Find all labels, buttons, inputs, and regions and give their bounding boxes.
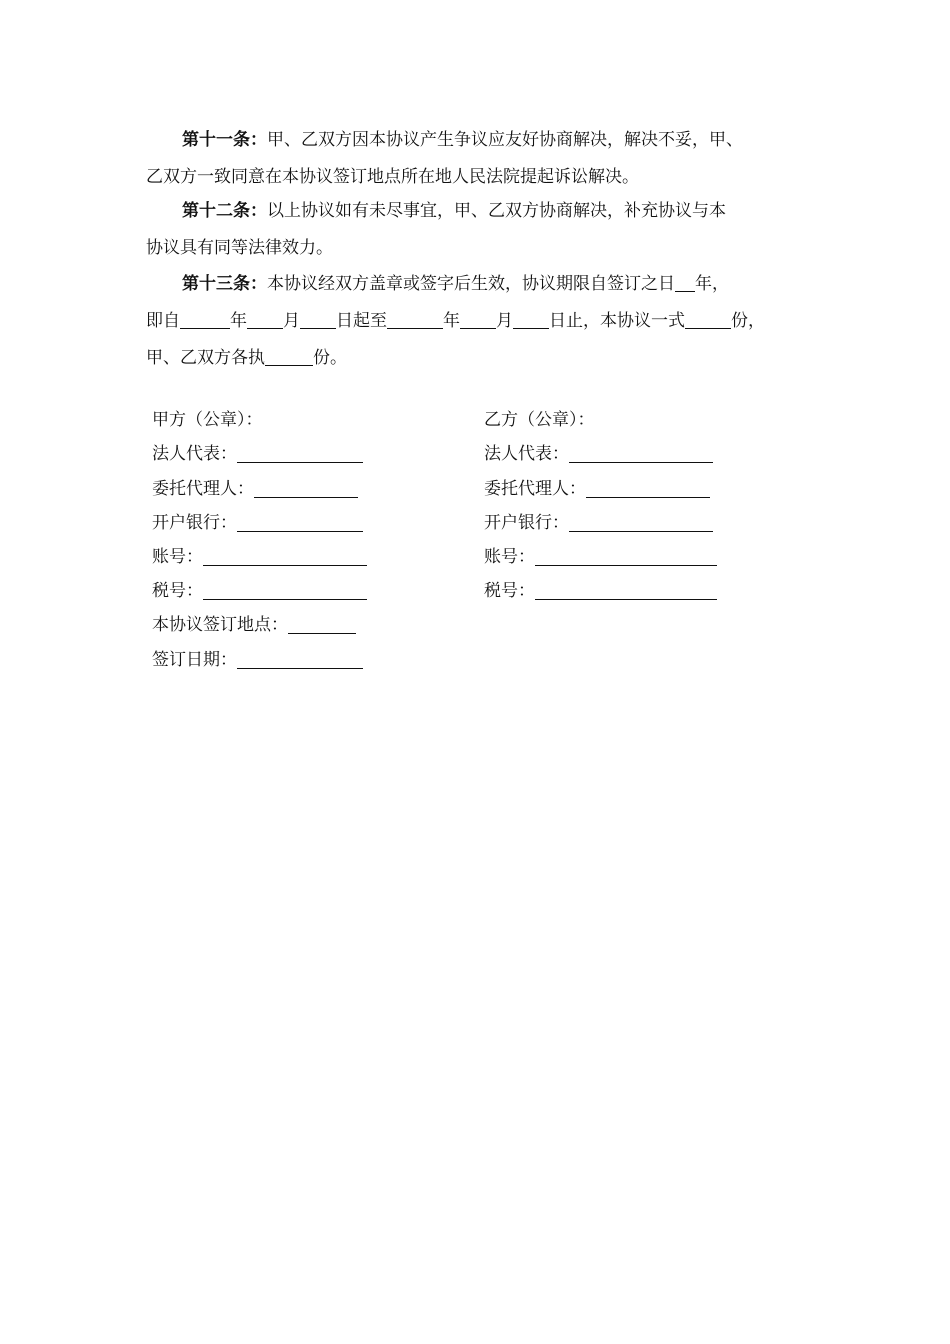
article-13-text: 日起至	[336, 311, 387, 331]
article-13-heading: 第十三条：	[182, 274, 267, 294]
party-a-bank-blank[interactable]	[237, 513, 363, 532]
field-label: 法人代表：	[484, 444, 569, 464]
party-b-account	[484, 545, 717, 569]
party-a-tax-no	[152, 579, 367, 603]
field-label: 账号：	[152, 547, 203, 567]
signing-place	[152, 613, 356, 637]
party-a-bank	[152, 511, 363, 535]
article-13-text: 年	[443, 311, 460, 331]
party-a-account-blank[interactable]	[203, 547, 367, 566]
party-b-account-blank[interactable]	[535, 547, 717, 566]
party-b-legal-rep	[484, 442, 713, 466]
start-year-blank[interactable]	[180, 310, 230, 329]
copies-each-blank[interactable]	[265, 347, 313, 366]
field-label: 税号：	[152, 581, 203, 601]
article-12-text-line2: 协议具有同等法律效力。	[146, 238, 333, 258]
article-13-text: 即自	[146, 311, 180, 331]
article-11-text-line1: 甲、乙双方因本协议产生争议应友好协商解决，解决不妥，甲、	[267, 130, 743, 150]
article-13-text: 本协议经双方盖章或签字后生效，协议期限自签订之日	[267, 274, 675, 294]
signing-date-blank[interactable]	[237, 650, 363, 669]
field-label: 税号：	[484, 581, 535, 601]
copies-total-blank[interactable]	[685, 310, 731, 329]
article-13-text: 年，	[695, 274, 729, 294]
party-a-tax-no-blank[interactable]	[203, 581, 367, 600]
article-12-text-line1: 以上协议如有未尽事宜，甲、乙双方协商解决，补充协议与本	[267, 201, 726, 221]
field-label: 委托代理人：	[484, 479, 586, 499]
party-b-tax-no	[484, 579, 717, 603]
field-label: 账号：	[484, 547, 535, 567]
article-11-text-line2: 乙双方一致同意在本协议签订地点所在地人民法院提起诉讼解决。	[146, 167, 639, 187]
field-label: 本协议签订地点：	[152, 615, 288, 635]
signing-place-blank[interactable]	[288, 615, 356, 634]
article-11	[146, 122, 826, 196]
party-b-agent-blank[interactable]	[586, 479, 710, 498]
party-a-legal-rep-blank[interactable]	[237, 444, 363, 463]
start-day-blank[interactable]	[300, 310, 336, 329]
article-12-heading: 第十二条：	[182, 201, 267, 221]
party-a-title: 甲方（公章）：	[152, 410, 263, 430]
article-13-text: 甲、乙双方各执	[146, 348, 265, 368]
end-day-blank[interactable]	[513, 310, 549, 329]
article-13-text: 年	[230, 311, 247, 331]
field-label: 委托代理人：	[152, 479, 254, 499]
party-b-title: 乙方（公章）：	[484, 410, 595, 430]
party-a-agent-blank[interactable]	[254, 479, 358, 498]
party-a-agent	[152, 477, 358, 501]
party-b-bank-blank[interactable]	[569, 513, 713, 532]
field-label: 法人代表：	[152, 444, 237, 464]
article-13-text: 日止，本协议一式	[549, 311, 685, 331]
field-label: 开户银行：	[484, 513, 569, 533]
article-12	[146, 193, 826, 267]
article-13-text: 份。	[313, 348, 347, 368]
signing-date	[152, 648, 363, 672]
article-11-heading: 第十一条：	[182, 130, 267, 150]
field-label: 开户银行：	[152, 513, 237, 533]
party-a-account	[152, 545, 367, 569]
end-month-blank[interactable]	[460, 310, 496, 329]
article-13-text: 月	[283, 311, 300, 331]
end-year-blank[interactable]	[387, 310, 443, 329]
field-label: 签订日期：	[152, 650, 237, 670]
party-b-legal-rep-blank[interactable]	[569, 444, 713, 463]
article-13-text: 月	[496, 311, 513, 331]
term-years-blank[interactable]	[675, 273, 695, 292]
article-13-text: 份，	[731, 311, 765, 331]
article-13	[146, 266, 826, 377]
party-b-agent	[484, 477, 710, 501]
start-month-blank[interactable]	[247, 310, 283, 329]
party-b-bank	[484, 511, 713, 535]
party-b-tax-no-blank[interactable]	[535, 581, 717, 600]
party-a-legal-rep	[152, 442, 363, 466]
